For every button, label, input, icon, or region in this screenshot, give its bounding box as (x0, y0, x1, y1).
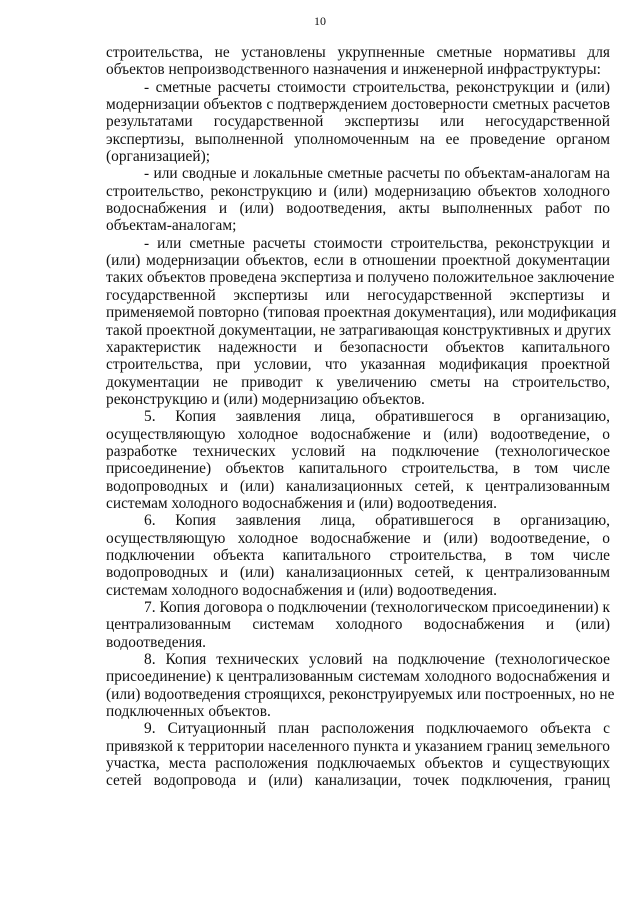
text-line: применяемой повторно (типовая проектная документация), или модификация (106, 304, 617, 322)
paragraph-item-8 (106, 651, 615, 721)
text-line: - или сводные и локальные сметные расчеты по объектам-аналогам на (144, 165, 610, 183)
text-line: привязкой к территории населенного пункта и указанием границ земельного (106, 737, 610, 755)
text-line: участка, места расположения подключаемых объектов и существующих (106, 755, 610, 773)
paragraph-item-6 (106, 512, 610, 599)
text-line: присоединение) к централизованным системам холодного водоснабжения и (106, 668, 610, 686)
text-line: реконструкцию и (или) модернизацию объектов. (106, 390, 425, 408)
document-body (106, 44, 617, 790)
text-line: строительства, при условии, что указанная модификация проектной (106, 356, 610, 374)
text-line: экспертизы, выполненной уполномоченным на ее проведение органом (106, 130, 610, 148)
text-line: системам холодного водоснабжения и (или) водоотведения. (106, 581, 497, 599)
text-line: (или) модернизации объектов, если в отношении проектной документации (106, 252, 610, 270)
text-line: осуществляющую холодное водоснабжение и (или) водоотведение, о (106, 425, 610, 443)
text-line: 5. Копия заявления лица, обратившегося в организацию, (144, 408, 610, 426)
text-line: - или сметные расчеты стоимости строительства, реконструкции и (144, 234, 610, 252)
paragraph-item-7 (106, 599, 610, 651)
paragraph-intro (106, 44, 610, 79)
text-line: государственной экспертизы или негосударственной экспертизы и (106, 286, 610, 304)
text-line: характеристик надежности и безопасности объектов капитального (106, 338, 610, 356)
text-line: водоотведения. (106, 633, 207, 651)
text-line: присоединение) объектов капитального строительства, в том числе (106, 460, 610, 478)
text-line: модернизации объектов с подтверждением достоверности сметных расчетов (106, 96, 610, 114)
text-line: - сметные расчеты стоимости строительства, реконструкции и (или) (144, 78, 610, 96)
text-line: строительство, реконструкцию и (или) модернизацию объектов холодного (106, 182, 610, 200)
text-line: строительства, не установлены укрупненные сметные нормативы для (106, 44, 610, 61)
paragraph-bullet-1 (106, 79, 610, 166)
text-line: централизованным системам холодного водоснабжения и (или) (106, 616, 610, 634)
paragraph-item-5 (106, 408, 610, 512)
paragraph-bullet-2 (106, 165, 610, 234)
text-line: подключении объекта капитального строительства, в том числе (106, 546, 610, 564)
text-line: системам холодного водоснабжения и (или) водоотведения. (106, 494, 497, 512)
text-line: (или) водоотведения строящихся, реконструируемых или построенных, но не (106, 685, 615, 703)
text-line: документации не приводит к увеличению сметы на строительство, (106, 373, 610, 391)
text-line: таких объектов проведена экспертиза и получено положительное заключение (106, 269, 615, 287)
text-line: 8. Копия технических условий на подключение (технологическое (144, 651, 610, 669)
text-line: 6. Копия заявления лица, обратившегося в организацию, (144, 512, 610, 530)
paragraph-bullet-3 (106, 234, 617, 408)
text-line: разработке технических условий на подключение (технологическое (106, 442, 610, 460)
text-line: осуществляющую холодное водоснабжение и (или) водоотведение, о (106, 529, 610, 547)
page-number: 10 (314, 14, 326, 28)
text-line: результатами государственной экспертизы или негосударственной (106, 113, 610, 131)
text-line: подключенных объектов. (106, 703, 271, 721)
text-line: (организацией); (106, 148, 210, 166)
text-line: водопроводных и (или) канализационных сетей, к централизованным (106, 477, 610, 495)
text-line: такой проектной документации, не затрагивающая конструктивных и других (106, 321, 612, 339)
text-line: объектам-аналогам; (106, 217, 237, 235)
text-line: водоснабжения и (или) водоотведения, акты выполненных работ по (106, 200, 610, 218)
text-line: водопроводных и (или) канализационных сетей, к централизованным (106, 564, 610, 582)
paragraph-item-9 (106, 720, 610, 789)
text-line: 9. Ситуационный план расположения подключаемого объекта с (144, 720, 610, 738)
text-line: сетей водопровода и (или) канализации, точек подключения, границ (106, 772, 610, 790)
text-line: 7. Копия договора о подключении (технологическом присоединении) к (144, 599, 610, 616)
text-line: объектов непроизводственного назначения и инженерной инфраструктуры: (106, 61, 601, 79)
